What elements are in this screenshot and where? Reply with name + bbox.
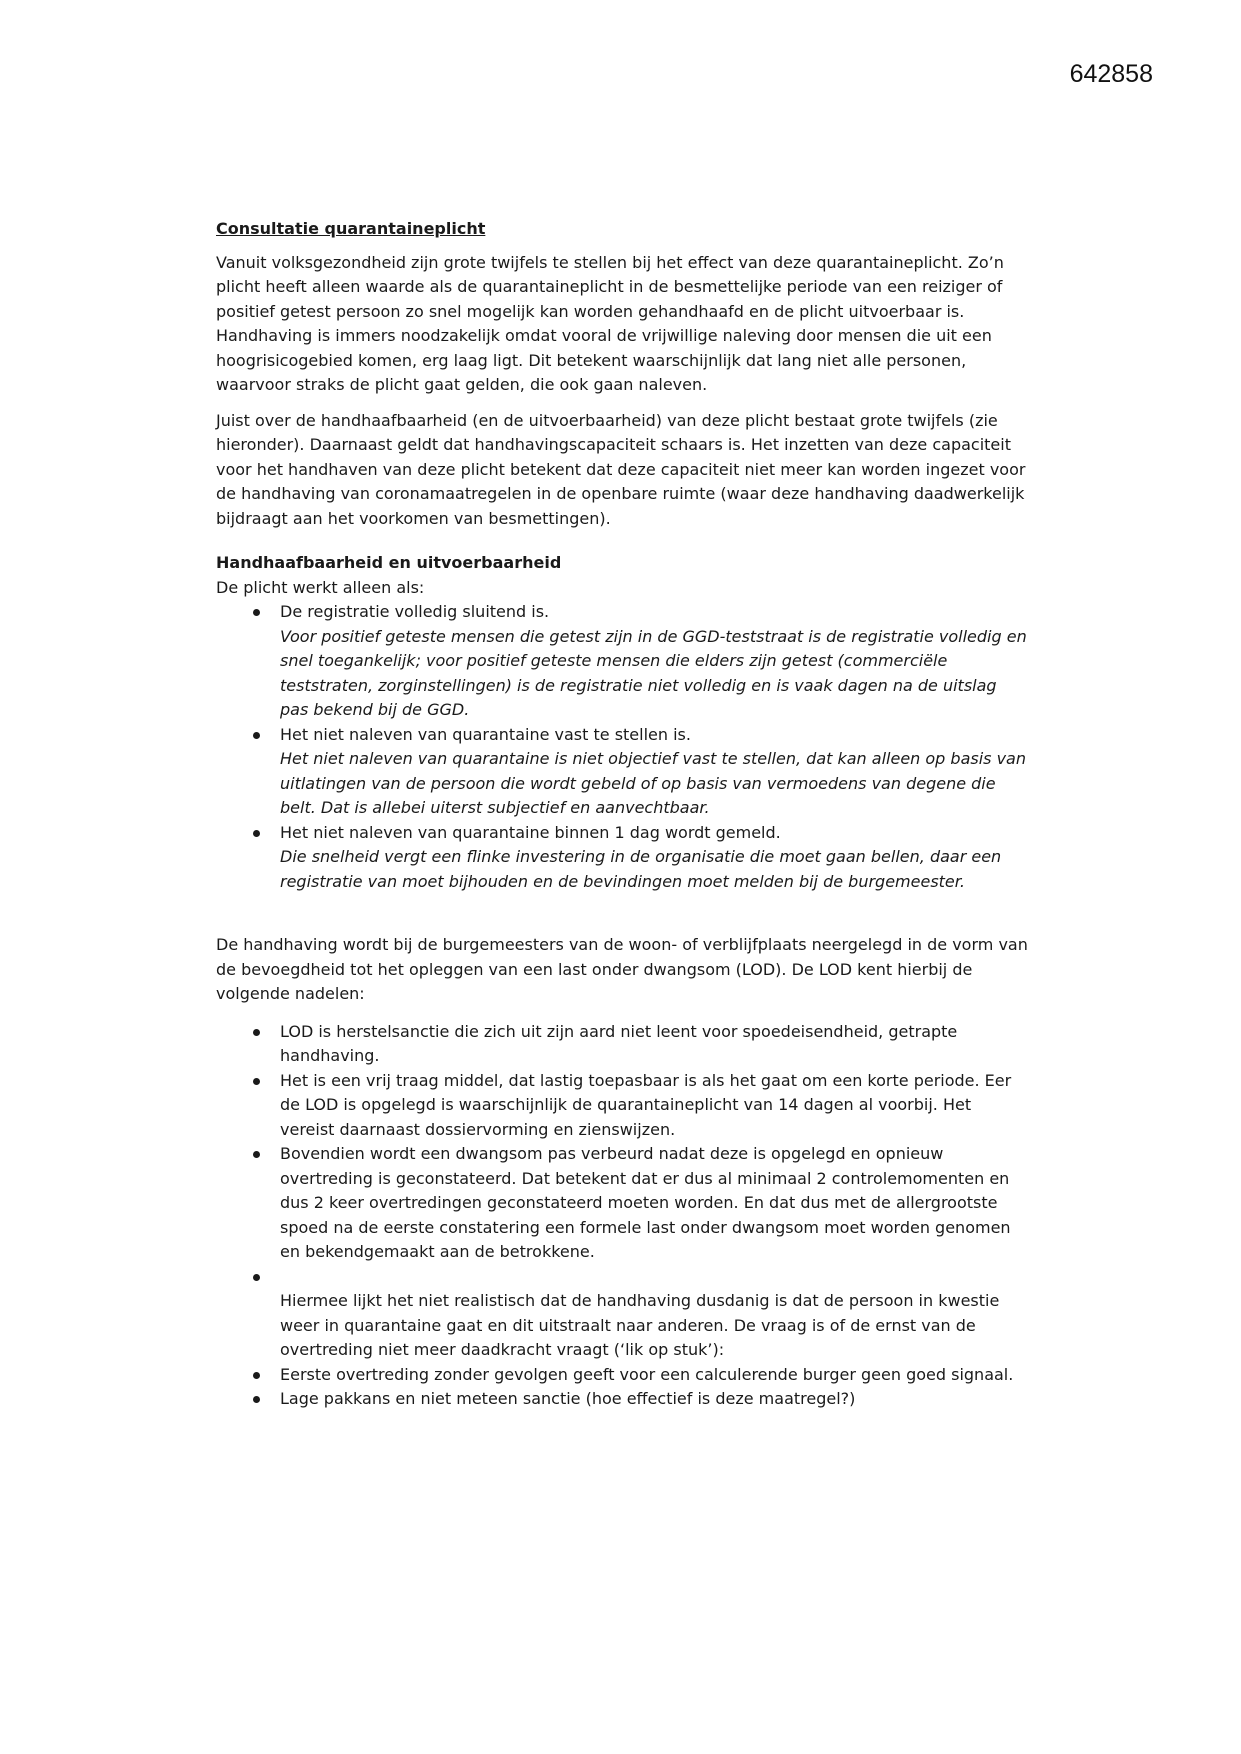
section-lead: De plicht werkt alleen als:: [216, 577, 425, 597]
condition-text: Het niet naleven van quarantaine vast te stellen is.: [280, 724, 691, 744]
condition-text: Het niet naleven van quarantaine binnen 1 dag wordt gemeld.: [280, 822, 781, 842]
drawback-item: Het is een vrij traag middel, dat lastig toepasbaar is als het gaat om een korte periode. Eer de LOD is opgelegd is waarschijnlijk de quarantaineplicht van 14 dagen al voorbij. Het vereist daarnaast dossiervorming en zienswijzen.: [216, 1069, 1028, 1143]
drawbacks-list: [216, 1020, 1028, 1412]
drawback-item: [216, 1265, 1028, 1363]
document-id: 642858: [1069, 60, 1153, 88]
drawback-item: Lage pakkans en niet meteen sanctie (hoe effectief is deze maatregel?): [216, 1387, 1028, 1412]
condition-note: Voor positief geteste mensen die getest zijn in de GGD-teststraat is de registratie volledig en snel toegankelijk; voor positief geteste mensen die elders zijn getest (commerciële teststraten, zorginstellingen) is de registratie niet volledig en is vaak dagen na de uitslag pas bekend bij de GGD.: [280, 626, 1027, 719]
condition-item: [216, 723, 1028, 821]
condition-text: De registratie volledig sluitend is.: [280, 602, 550, 621]
document-title: Consultatie quarantaineplicht: [216, 219, 486, 238]
drawback-item: LOD is herstelsanctie die zich uit zijn aard niet leent voor spoedeisendheid, getrapte handhaving.: [216, 1020, 1028, 1069]
section-heading: Handhaafbaarheid en uitvoerbaarheid: [216, 553, 562, 572]
intro-paragraph-2: Juist over de handhaafbaarheid (en de uitvoerbaarheid) van deze plicht bestaat grote twijfels (zie hieronder). Daarnaast geldt dat handhavingscapaciteit schaars is. Het inzetten van deze capaciteit voor het handhaven van deze plicht betekent dat deze capaciteit niet meer kan worden ingezet voor de handhaving van coronamaatregelen in de openbare ruimte (waar deze handhaving daadwerkelijk bijdraagt aan het voorkomen van besmettingen).: [216, 410, 1026, 528]
condition-note: Die snelheid vergt een flinke investering in de organisatie die moet gaan bellen, daar een registratie van moet bijhouden en de bevindingen moet melden bij de burgemeester.: [280, 847, 1002, 891]
condition-item: [216, 821, 1028, 895]
drawback-item: Eerste overtreding zonder gevolgen geeft voor een calculerende burger geen goed signaal.: [216, 1363, 1028, 1388]
empty-bullet-line: [280, 1265, 1028, 1290]
conditions-list: [216, 600, 1028, 894]
condition-note: Het niet naleven van quarantaine is niet objectief vast te stellen, dat kan alleen op basis van uitlatingen van de persoon die wordt gebeld of op basis van vermoedens van degene die belt. Dat is allebei uiterst subjectief en aanvechtbaar.: [280, 749, 1026, 817]
document-body: [216, 217, 1028, 1412]
condition-item: [216, 600, 1028, 723]
drawback-item: Bovendien wordt een dwangsom pas verbeurd nadat deze is opgelegd en opnieuw overtreding is geconstateerd. Dat betekent dat er dus al minimaal 2 controlemomenten en dus 2 keer overtredingen geconstateerd moeten worden. En dat dus met de allergrootste spoed na de eerste constatering een formele last onder dwangsom moet worden genomen en bekendgemaakt aan de betrokkene.: [216, 1142, 1028, 1265]
drawback-text: Hiermee lijkt het niet realistisch dat de handhaving dusdanig is dat de persoon in kwestie weer in quarantaine gaat en dit uitstraalt naar anderen. De vraag is of de ernst van de overtreding niet meer daadkracht vraagt (‘lik op stuk’):: [280, 1291, 1000, 1359]
intro-paragraph-1: Vanuit volksgezondheid zijn grote twijfels te stellen bij het effect van deze quarantaineplicht. Zo’n plicht heeft alleen waarde als de quarantaineplicht in de besmettelijke periode van een reiziger of positief getest persoon zo snel mogelijk kan worden gehandhaafd en de plicht uitvoerbaar is. Handhaving is immers noodzakelijk omdat vooral de vrijwillige naleving door mensen die uit een hoogrisicogebied komen, erg laag ligt. Dit betekent waarschijnlijk dat lang niet alle personen, waarvoor straks de plicht gaat gelden, die ook gaan naleven.: [216, 252, 1004, 394]
lod-paragraph: De handhaving wordt bij de burgemeesters van de woon- of verblijfplaats neergelegd in de vorm van de bevoegdheid tot het opleggen van een last onder dwangsom (LOD). De LOD kent hierbij de volgende nadelen:: [216, 935, 1028, 1003]
